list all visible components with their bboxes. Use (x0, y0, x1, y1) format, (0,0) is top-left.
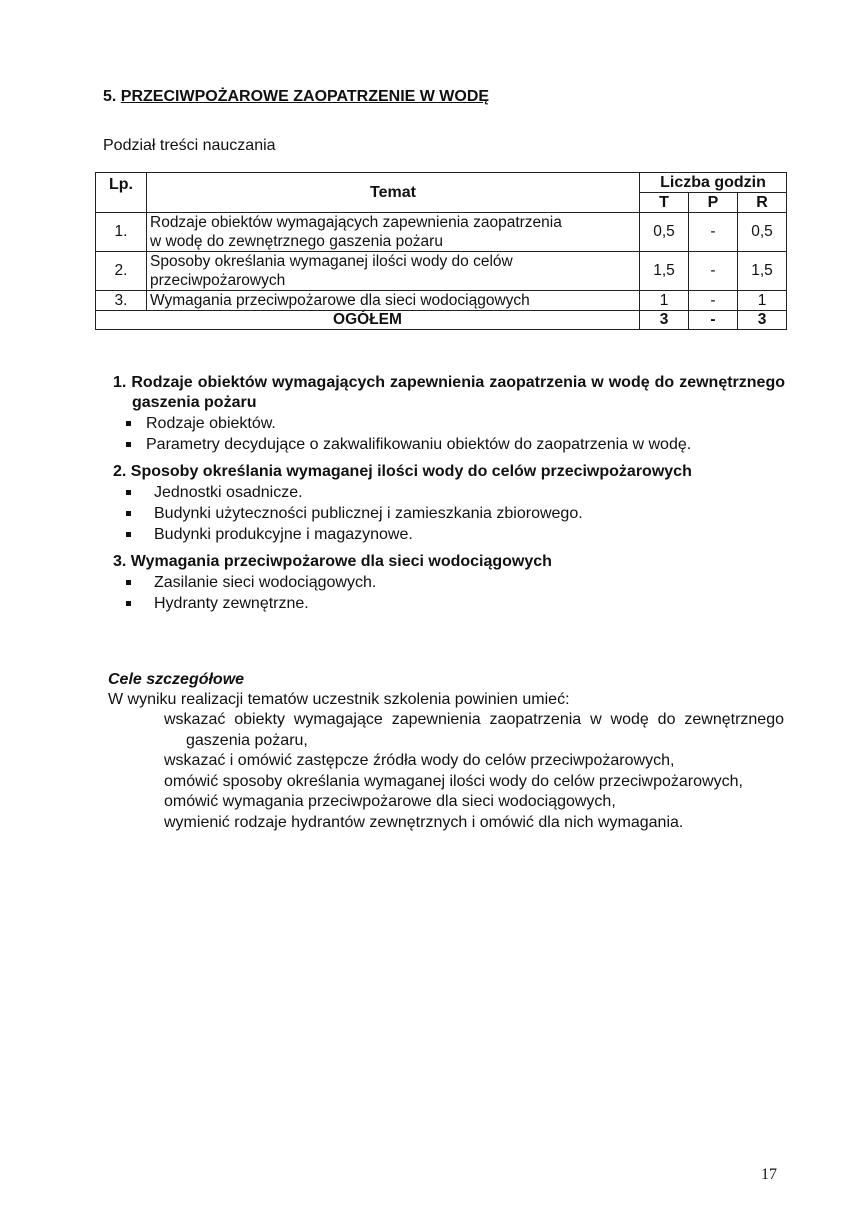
header-p: P (689, 193, 738, 213)
row-p: - (689, 252, 738, 291)
topics-list (113, 373, 785, 621)
subtitle: Podział treści nauczania (103, 137, 276, 154)
list-item: wskazać obiekty wymagające zapewnienia zaopatrzenia w wodę do zewnętrznego gaszenia pożaru, (164, 711, 784, 749)
list-item (126, 524, 785, 545)
row-topic-line1: Rodzaje obiektów wymagających zapewnienia zaopatrzenia (150, 214, 562, 231)
list-item: omówić wymagania przeciwpożarowe dla sieci wodociągowych, (164, 793, 616, 810)
list-item-text: Rodzaje obiektów. (146, 415, 276, 432)
total-t: 3 (640, 311, 689, 330)
list-item-text: Jednostki osadnicze. (154, 484, 303, 501)
list-item-text: Zasilanie sieci wodociągowych. (154, 574, 377, 591)
list-item (126, 593, 785, 614)
total-row (96, 311, 787, 330)
list-item (126, 413, 785, 434)
row-topic-line1: Wymagania przeciwpożarowe dla sieci wodociągowych (150, 292, 530, 309)
row-topic-line2: w wodę do zewnętrznego gaszenia pożaru (150, 233, 443, 250)
bullet-icon (126, 511, 131, 516)
topic-bullets (113, 413, 785, 455)
topic-bullets (113, 482, 785, 545)
bullet-icon (126, 601, 131, 606)
page-number: 17 (761, 1166, 777, 1183)
bullet-icon (126, 532, 131, 537)
bullet-icon (126, 442, 131, 447)
row-topic (147, 291, 640, 311)
list-item (126, 503, 785, 524)
list-item (126, 434, 785, 455)
section-title: PRZECIWPOŻAROWE ZAOPATRZENIE W WODĘ (120, 88, 490, 105)
total-p: - (689, 311, 738, 330)
bullet-icon (126, 421, 131, 426)
list-item (126, 572, 785, 593)
list-item-text: Budynki użyteczności publicznej i zamieszkania zbiorowego. (154, 505, 583, 522)
list-item-text: Hydranty zewnętrzne. (154, 595, 309, 612)
topic-block (113, 552, 785, 614)
topic-bullets (113, 572, 785, 614)
goals-section (108, 670, 784, 833)
hours-table (95, 172, 787, 330)
table-row (96, 291, 787, 311)
list-item-text: Parametry decydujące o zakwalifikowaniu obiektów do zaopatrzenia w wodę. (146, 436, 692, 453)
topic-title: 3. Wymagania przeciwpożarowe dla sieci wodociągowych (113, 553, 552, 570)
bullet-icon (126, 580, 131, 585)
section-heading (103, 88, 489, 106)
total-r: 3 (738, 311, 787, 330)
list-item: wskazać i omówić zastępcze źródła wody do celów przeciwpożarowych, (164, 752, 675, 769)
row-t: 1 (640, 291, 689, 311)
row-r: 1,5 (738, 252, 787, 291)
row-topic-line1: Sposoby określania wymaganej ilości wody do celów (150, 253, 513, 270)
header-t: T (640, 193, 689, 213)
goals-intro: W wyniku realizacji tematów uczestnik szkolenia powinien umieć: (108, 691, 570, 708)
row-lp: 3. (96, 291, 147, 311)
topic-block (113, 462, 785, 545)
row-p: - (689, 291, 738, 311)
row-t: 1,5 (640, 252, 689, 291)
section-number: 5. (103, 88, 117, 105)
topic-title: 2. Sposoby określania wymaganej ilości wody do celów przeciwpożarowych (113, 463, 692, 480)
list-item: wymienić rodzaje hydrantów zewnętrznych i omówić dla nich wymagania. (164, 813, 684, 831)
list-item: omówić sposoby określania wymaganej ilości wody do celów przeciwpożarowych, (164, 772, 743, 790)
list-item-text: Budynki produkcyjne i magazynowe. (154, 526, 413, 543)
row-topic (147, 252, 640, 291)
goals-title: Cele szczegółowe (108, 671, 245, 688)
topic-block (113, 373, 785, 455)
row-t: 0,5 (640, 213, 689, 252)
row-p: - (689, 213, 738, 252)
total-label: OGÓŁEM (96, 311, 640, 330)
header-hours: Liczba godzin (640, 173, 787, 193)
topic-title: 1. Rodzaje obiektów wymagających zapewnienia zaopatrzenia w wodę do zewnętrznego gaszenia pożaru (113, 374, 785, 411)
goals-list (108, 710, 784, 833)
row-lp: 1. (96, 213, 147, 252)
header-lp: Lp. (96, 173, 147, 213)
bullet-icon (126, 490, 131, 495)
row-lp: 2. (96, 252, 147, 291)
table-row (96, 252, 787, 291)
header-topic: Temat (147, 173, 640, 213)
table-row (96, 213, 787, 252)
list-item (126, 482, 785, 503)
row-r: 0,5 (738, 213, 787, 252)
header-r: R (738, 193, 787, 213)
row-topic (147, 213, 640, 252)
row-topic-line2: przeciwpożarowych (150, 272, 286, 289)
row-r: 1 (738, 291, 787, 311)
